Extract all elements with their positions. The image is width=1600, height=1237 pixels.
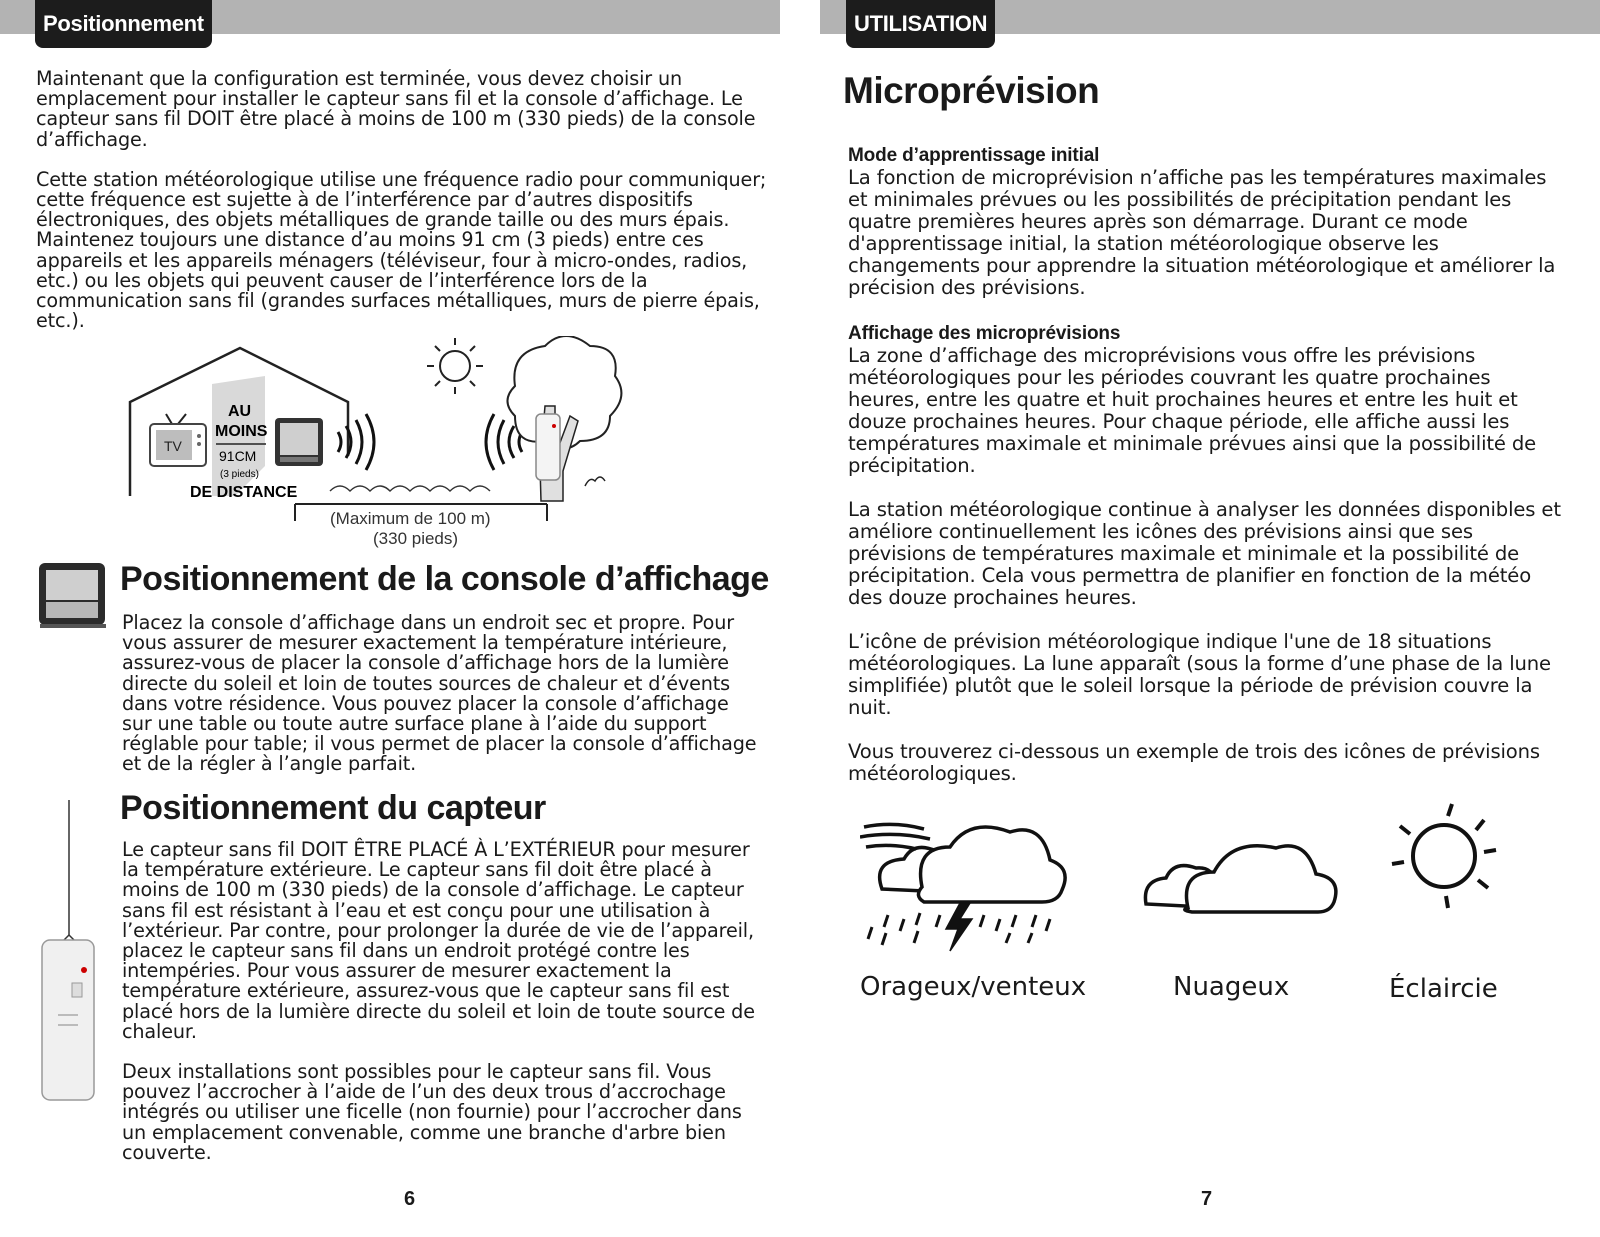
intro-paragraph-2: Cette station météorologique utilise une fréquence radio pour communiquer; cette fréquence est sujette à de l’interférence par d’autres dispositifs électroniques, des objets métalliques de grande taille ou des murs épais. Maintenez toujours une distance d’au moins 91 cm (3 pieds) entre ces appareils et les appareils ménagers (téléviseur, four à micro-ondes, radios, etc.) ou les objets qui peuvent causer de l’interférence lors de la communication sans fil (grandes surfaces métalliques, murs de pierre épais, etc.). [36, 167, 767, 333]
cloudy-label: Nuageux [1173, 972, 1290, 1002]
sensor-icon [536, 414, 560, 480]
console-thumbnail-icon [38, 562, 108, 630]
examples-intro-text: Vous trouverez ci-dessous un exemple de trois des icônes de prévisions météorologiques. [848, 740, 1540, 785]
intro-text [36, 69, 786, 331]
learning-mode-subheading: Mode d’apprentissage initial [848, 145, 1100, 166]
sensor-paragraph-1: Le capteur sans fil DOIT ÊTRE PLACÉ À L’EXTÉRIEUR pour mesurer la température extérieure. Le capteur sans fil doit être placé à moins de 100 m (330 pieds) de la console d’affichage. Le capteur sans fil est résistant à l’eau et est conçu pour une utilisation à l’extérieur. Par contre, pour prolonger la durée de vie de l’appareil, placez le capteur sans fil dans un endroit protégé contre les intempéries. Pour vous assurer de mesurer exactement la température extérieure, assurez-vous que le capteur sans fil est placé hors de la lumière directe du soleil et loin de toute source de chaleur. [122, 838, 755, 1043]
microprevision-title: Microprévision [843, 70, 1100, 111]
tv-label: TV [164, 438, 182, 454]
max-range-ft-label: (330 pieds) [373, 529, 459, 548]
stormy-windy-label: Orageux/venteux [860, 972, 1087, 1002]
analysis-text: La station météorologique continue à analyser les données disponibles et améliore continuellement les icônes des prévisions ainsi que ses prévisions de températures maximale et minimale et la possibilité de précipitation. Cela vous permettra de planifier en fonction de la météo des douze prochaines heures. [848, 498, 1561, 609]
learning-mode-text: La fonction de microprévision n’affiche pas les températures maximales et minimales prévues ou les possibilités de précipitation pendant les quatre premières heures après son démarrage. Durant ce mode d'apprentissage initial, la station météorologique observe les changements pour apprendre la situation météorologique et améliorer la précision des prévisions. [848, 166, 1556, 299]
console-text: Placez la console d’affichage dans un endroit sec et propre. Pour vous assurer de mesurer exactement la température intérieure, assurez-vous de placer la console d’affichage hors de la lumière directe du soleil et loin de toutes sources de chaleur et d’évents dans votre résidence. Vous pouvez placer la console d’affichage sur une table ou toute autre surface plane à l’aide du support réglable pour table; il vous permet de placer la console d’affichage et de la régler à l’angle parfait. [122, 611, 757, 776]
cloudy-icon [1142, 830, 1352, 930]
moins-label: MOINS [215, 423, 268, 440]
sensor-hanging-icon [38, 800, 100, 1110]
display-subheading: Affichage des microprévisions [848, 323, 1121, 344]
sensor-text [122, 840, 762, 1163]
sun-icon [427, 338, 483, 394]
max-range-label: (Maximum de 100 m) [330, 509, 491, 528]
microprevision-text [848, 145, 1568, 785]
page-number-left: 6 [404, 1188, 416, 1210]
placement-diagram [120, 336, 640, 566]
grass-line [330, 486, 490, 491]
page-number-right: 7 [1201, 1188, 1213, 1210]
signal-waves-console-icon [338, 414, 374, 470]
partly-sunny-label: Éclaircie [1389, 974, 1498, 1004]
partly-sunny-icon [1388, 800, 1500, 912]
au-label: AU [228, 403, 252, 420]
distance-ft-label: (3 pieds) [220, 469, 259, 480]
section-tab-left: Positionnement [35, 0, 212, 48]
intro-paragraph-1: Maintenant que la configuration est terminée, vous devez choisir un emplacement pour installer le capteur sans fil et la console d’affichage. Le capteur sans fil DOIT être placé à moins de 100 m (330 pieds) de la console d’affichage. [36, 67, 756, 151]
sensor-paragraph-2: Deux installations sont possibles pour le capteur sans fil. Vous pouvez l’accrocher à l’aide de l’un des deux trous d’accrochage intégrés ou utiliser une ficelle (non fournie) pour l’accrocher dans un emplacement convenable, comme une branche d'arbre bien couverte. [122, 1060, 742, 1164]
display-console-icon [275, 418, 323, 466]
icon-description-text: L’icône de prévision météorologique indique l'une de 18 situations météorologiques. La lune apparaît (sous la forme d’une phase de la lune simplifiée) plutôt que le soleil lorsque la période de prévision couvre la nuit. [848, 630, 1551, 719]
distance-cm-label: 91CM [219, 448, 257, 464]
section-tab-right: UTILISATION [846, 0, 995, 48]
stormy-windy-icon [860, 815, 1080, 975]
tree-icon [508, 336, 622, 501]
sensor-heading: Positionnement du capteur [120, 789, 546, 827]
de-distance-label: DE DISTANCE [190, 484, 298, 501]
console-heading: Positionnement de la console d’affichage [120, 560, 769, 598]
display-text: La zone d’affichage des microprévisions vous offre les prévisions météorologiques pour les périodes couvrant les quatre prochaines heures, entre les quatre et huit prochaines heures et entre les huit et douze prochaines heures. Pour chaque période, elle affiche aussi les températures maximale et minimale prévues ainsi que la possibilité de précipitation. [848, 344, 1537, 477]
